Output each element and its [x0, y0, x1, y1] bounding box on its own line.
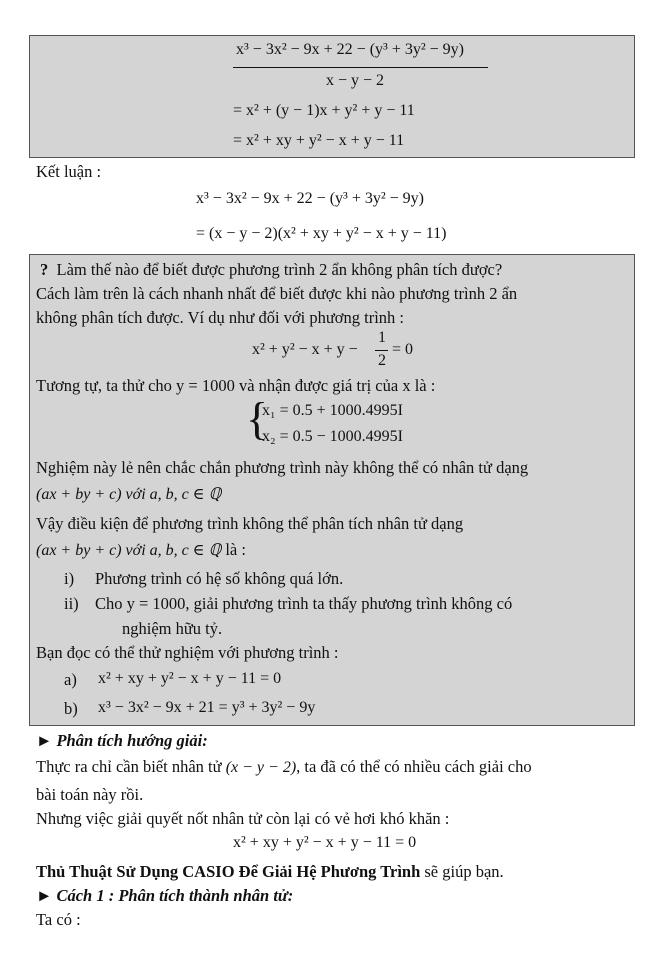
conclusion-label: Kết luận : [36, 162, 102, 181]
analysis-equation: x² + xy + y² − x + y − 11 = 0 [233, 834, 417, 851]
derivation-step-2: = x² + xy + y² − x + y − 11 [233, 132, 405, 149]
analysis-line-1-math: (x − y − 2) [225, 759, 297, 776]
question-line [40, 260, 502, 280]
analysis-line-1-b: , ta đã có thể có nhiều cách giải cho [296, 757, 532, 776]
analysis-heading [36, 731, 208, 751]
method-heading [36, 886, 293, 906]
example-a: x² + xy + y² − x + y − 11 = 0 [98, 670, 282, 687]
example-equation-left: x² + y² − x + y − [252, 341, 358, 358]
fraction-numerator: x³ − 3x² − 9x + 22 − (y³ + 3y² − 9y) [236, 41, 464, 58]
analysis-line-1 [36, 757, 532, 777]
paragraph-4-math: (ax + by + c) với a, b, c ∈ ℚ [36, 542, 222, 559]
triangle-marker-icon: ► [36, 886, 53, 905]
conclusion-line-2: = (x − y − 2)(x² + xy + y² − x + y − 11) [196, 225, 447, 242]
analysis-line-5: Ta có : [36, 910, 81, 929]
paragraph-3-line-1: Nghiệm này lẻ nên chắc chắn phương trình này không thể có nhân tử dạng [36, 458, 529, 477]
fraction-denominator: x − y − 2 [326, 72, 385, 89]
condition-ii-label: ii) [64, 594, 79, 613]
example-b: x³ − 3x² − 9x + 21 = y³ + 3y² − 9y [98, 699, 316, 716]
book-title: Thủ Thuật Sử Dụng CASIO Để Giải Hệ Phương Trình [36, 862, 421, 881]
paragraph-2: Tương tự, ta thử cho y = 1000 và nhận được giá trị của x là : [36, 376, 436, 395]
triangle-marker-icon: ► [36, 731, 53, 750]
example-b-label: b) [64, 699, 78, 718]
root-x2: x₂ = 0.5 − 1000.4995I [262, 428, 403, 445]
paragraph-5: Bạn đọc có thể thử nghiệm với phương trình : [36, 643, 339, 662]
condition-ii-line-2: nghiệm hữu tỷ. [122, 619, 223, 638]
example-equation-numerator: 1 [378, 329, 386, 346]
analysis-line-3: Nhưng việc giải quyết nốt nhân tử còn lại có vẻ hơi khó khăn : [36, 809, 450, 828]
paragraph-1-line-2: không phân tích được. Ví dụ như đối với phương trình : [36, 308, 405, 327]
example-equation-denominator: 2 [378, 352, 386, 369]
analysis-line-2: bài toán này rồi. [36, 785, 144, 804]
analysis-line-4 [36, 862, 504, 882]
paragraph-4-line-2 [36, 540, 246, 560]
example-equation-fraction-bar [375, 350, 388, 351]
paragraph-4-line-1: Vậy điều kiện để phương trình không thể phân tích nhân tử dạng [36, 514, 464, 533]
derivation-step-1: = x² + (y − 1)x + y² + y − 11 [233, 102, 415, 119]
conclusion-line-1: x³ − 3x² − 9x + 22 − (y³ + 3y² − 9y) [196, 190, 424, 207]
question-text: Làm thế nào để biết được phương trình 2 ẩn không phân tích được? [56, 260, 503, 279]
analysis-heading-text: Phân tích hướng giải: [56, 731, 208, 750]
paragraph-1-line-1: Cách làm trên là cách nhanh nhất để biết được khi nào phương trình 2 ẩn [36, 284, 518, 303]
example-equation-right: = 0 [392, 341, 414, 358]
condition-i: Phương trình có hệ số không quá lớn. [95, 569, 344, 588]
fraction-bar [233, 67, 488, 68]
condition-ii-line-1: Cho y = 1000, giải phương trình ta thấy phương trình không có [95, 594, 513, 613]
method-heading-text: Cách 1 : Phân tích thành nhân tử: [56, 886, 294, 905]
condition-i-label: i) [64, 569, 75, 588]
system-brace: { [246, 393, 269, 444]
analysis-line-1-a: Thực ra chỉ cần biết nhân tử [36, 757, 222, 776]
analysis-line-4-tail: sẽ giúp bạn. [420, 862, 504, 881]
paragraph-3-line-2: (ax + by + c) với a, b, c ∈ ℚ [36, 486, 222, 503]
example-a-label: a) [64, 670, 77, 689]
paragraph-4-tail: là : [221, 540, 246, 559]
question-mark-icon: ? [40, 260, 49, 279]
root-x1: x₁ = 0.5 + 1000.4995I [262, 402, 403, 419]
